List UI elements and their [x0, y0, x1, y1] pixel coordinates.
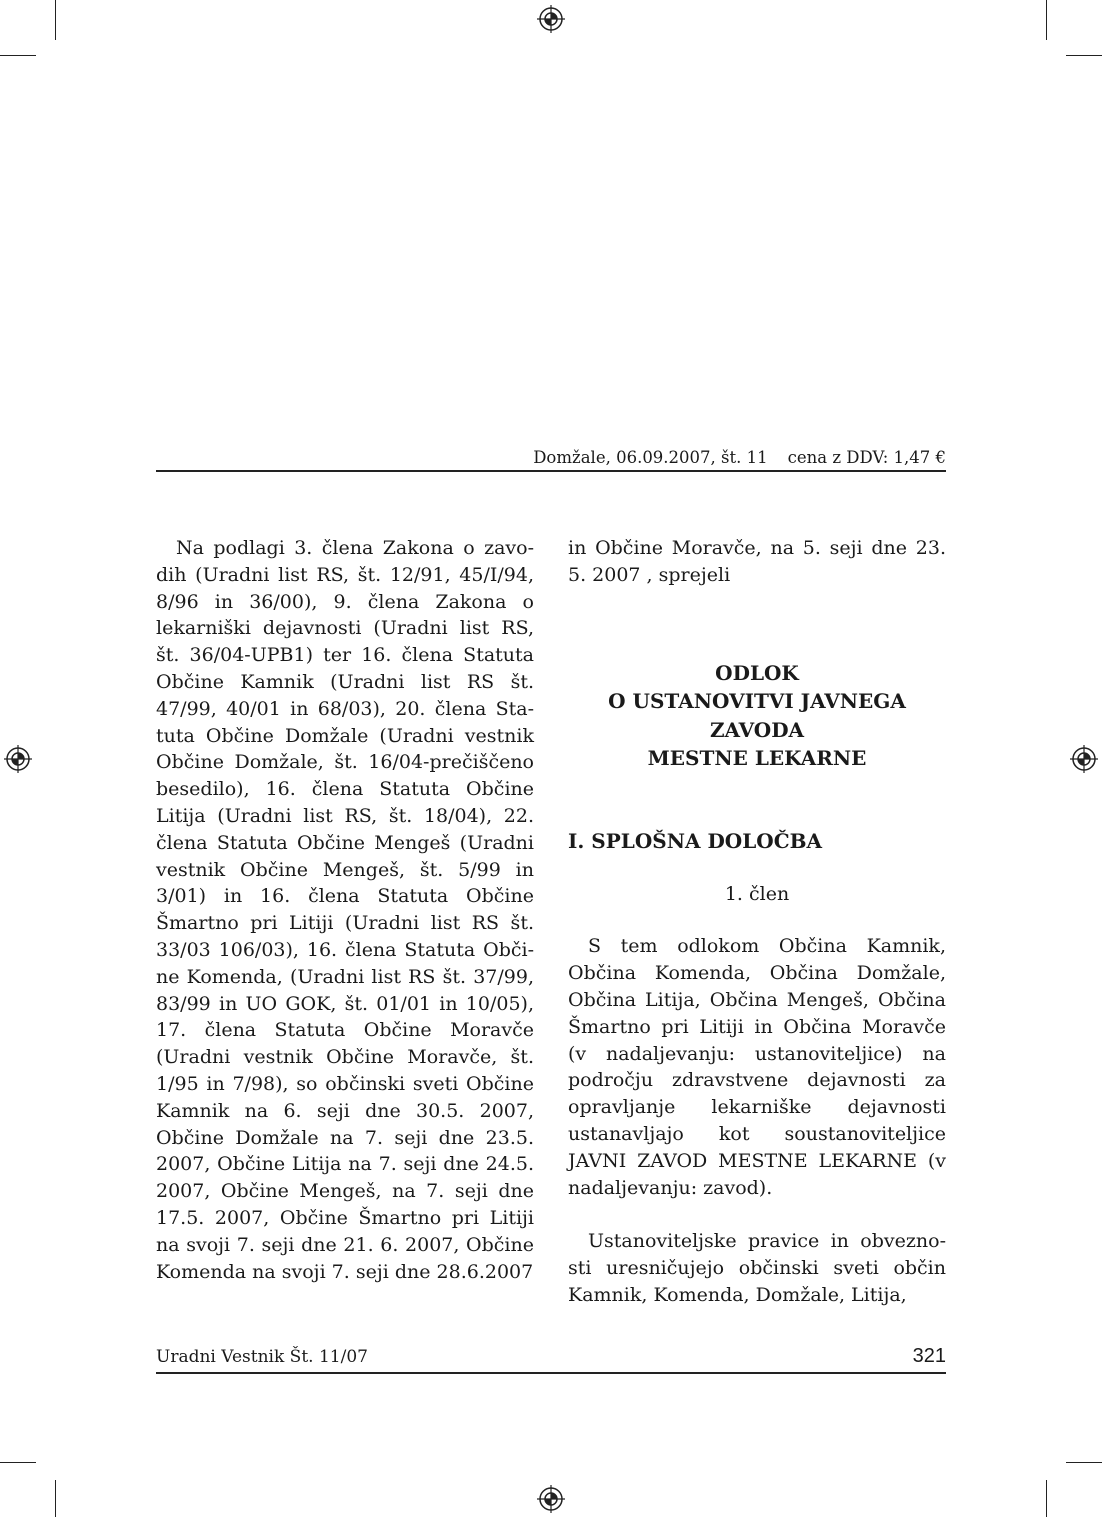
crop-mark	[1066, 55, 1102, 56]
crop-mark	[1066, 1462, 1102, 1463]
crop-mark	[55, 0, 56, 40]
title-line: O USTANOVITVI JAVNEGA	[608, 689, 906, 714]
title-line: ZAVODA	[709, 717, 805, 742]
registration-mark-icon	[1070, 745, 1098, 773]
article-heading: 1. člen	[724, 882, 790, 905]
title-line: ODLOK	[715, 660, 799, 685]
page-number: 321	[912, 1345, 946, 1367]
header-price: cena z DDV: 1,47 €	[787, 448, 946, 467]
crop-mark	[1046, 0, 1047, 40]
right-column	[568, 535, 946, 1309]
crop-mark	[0, 55, 36, 56]
preamble-paragraph: Na podlagi 3. člena Zakona o zavodih (Uradni list RS, št. 12/91, 45/I/94, 8/96 in 36/00), 9. člena Zakona o lekarniški dejavnosti (Uradni list RS, št. 36/04-UPB1) ter 16. člena Statuta Občine Kamnik (Uradni list RS št. 47/99, 40/01 in 68/03), 20. člena Statuta Občine Domžale (Uradni vestnik Občine Domžale, št. 16/04-prečiščeno besedilo), 16. člena Statuta Občine Litija (Uradni list RS, št. 18/04), 22. člena Statuta Občine Mengeš (Uradni vestnik Občine Mengeš, št. 5/99 in 3/01) in 16. člena Statuta Občine Šmartno pri Litiji (Uradni list RS št. 33/03 106/03), 16. člena Statuta Občine Komenda, (Uradni list RS št. 37/99, 83/99 in UO GOK, št. 01/01 in 10/05), 17. člena Statuta Občine Moravče (Uradni vestnik Občine Moravče, št. 1/95 in 7/98), so občinski sveti Občine Kamnik na 6. seji dne 30.5. 2007, Občine Domžale na 7. seji dne 23.5. 2007, Občine Litija na 7. seji dne 24.5. 2007, Občine Mengeš, na 7. seji dne 17.5. 2007, Občine Šmartno pri Litiji na svoji 7. seji dne 21. 6. 2007, Občine Komenda na svoji 7. seji dne 28.6.2007	[156, 537, 534, 1283]
registration-mark-icon	[537, 1485, 565, 1513]
crop-mark	[0, 1462, 36, 1463]
article-paragraph: Ustanoviteljske pravice in obveznosti uresničujejo občinski sveti občin Kamnik, Komenda, Domžale, Litija,	[568, 1230, 946, 1306]
running-header	[156, 446, 946, 472]
preamble-continuation: in Občine Moravče, na 5. seji dne 23. 5. 2007 , sprejeli	[568, 537, 946, 586]
footer-publication: Uradni Vestnik Št. 11/07	[156, 1347, 368, 1367]
header-issue-info: Domžale, 06.09.2007, št. 11	[533, 448, 768, 467]
crop-mark	[1046, 1480, 1047, 1517]
article-paragraph: S tem odlokom Občina Kamnik, Občina Komenda, Občina Domžale, Občina Litija, Občina Mengeš, Občina Šmartno pri Litiji in Občina Moravče (v nadaljevanju: ustanoviteljice) na področju zdravstvene dejavnosti za opravljanje lekarniške dejavnosti ustanavljajo kot soustanoviteljice JAVNI ZAVOD MESTNE LEKARNE (v nadaljevanju: zavod).	[568, 935, 946, 1199]
section-heading: I. SPLOŠNA DOLOČBA	[568, 828, 823, 853]
registration-mark-icon	[4, 745, 32, 773]
title-line: MESTNE LEKARNE	[647, 746, 867, 771]
registration-mark-icon	[537, 5, 565, 33]
running-footer	[156, 1346, 946, 1374]
left-column	[156, 535, 534, 1285]
crop-mark	[55, 1480, 56, 1517]
document-title	[568, 659, 946, 773]
